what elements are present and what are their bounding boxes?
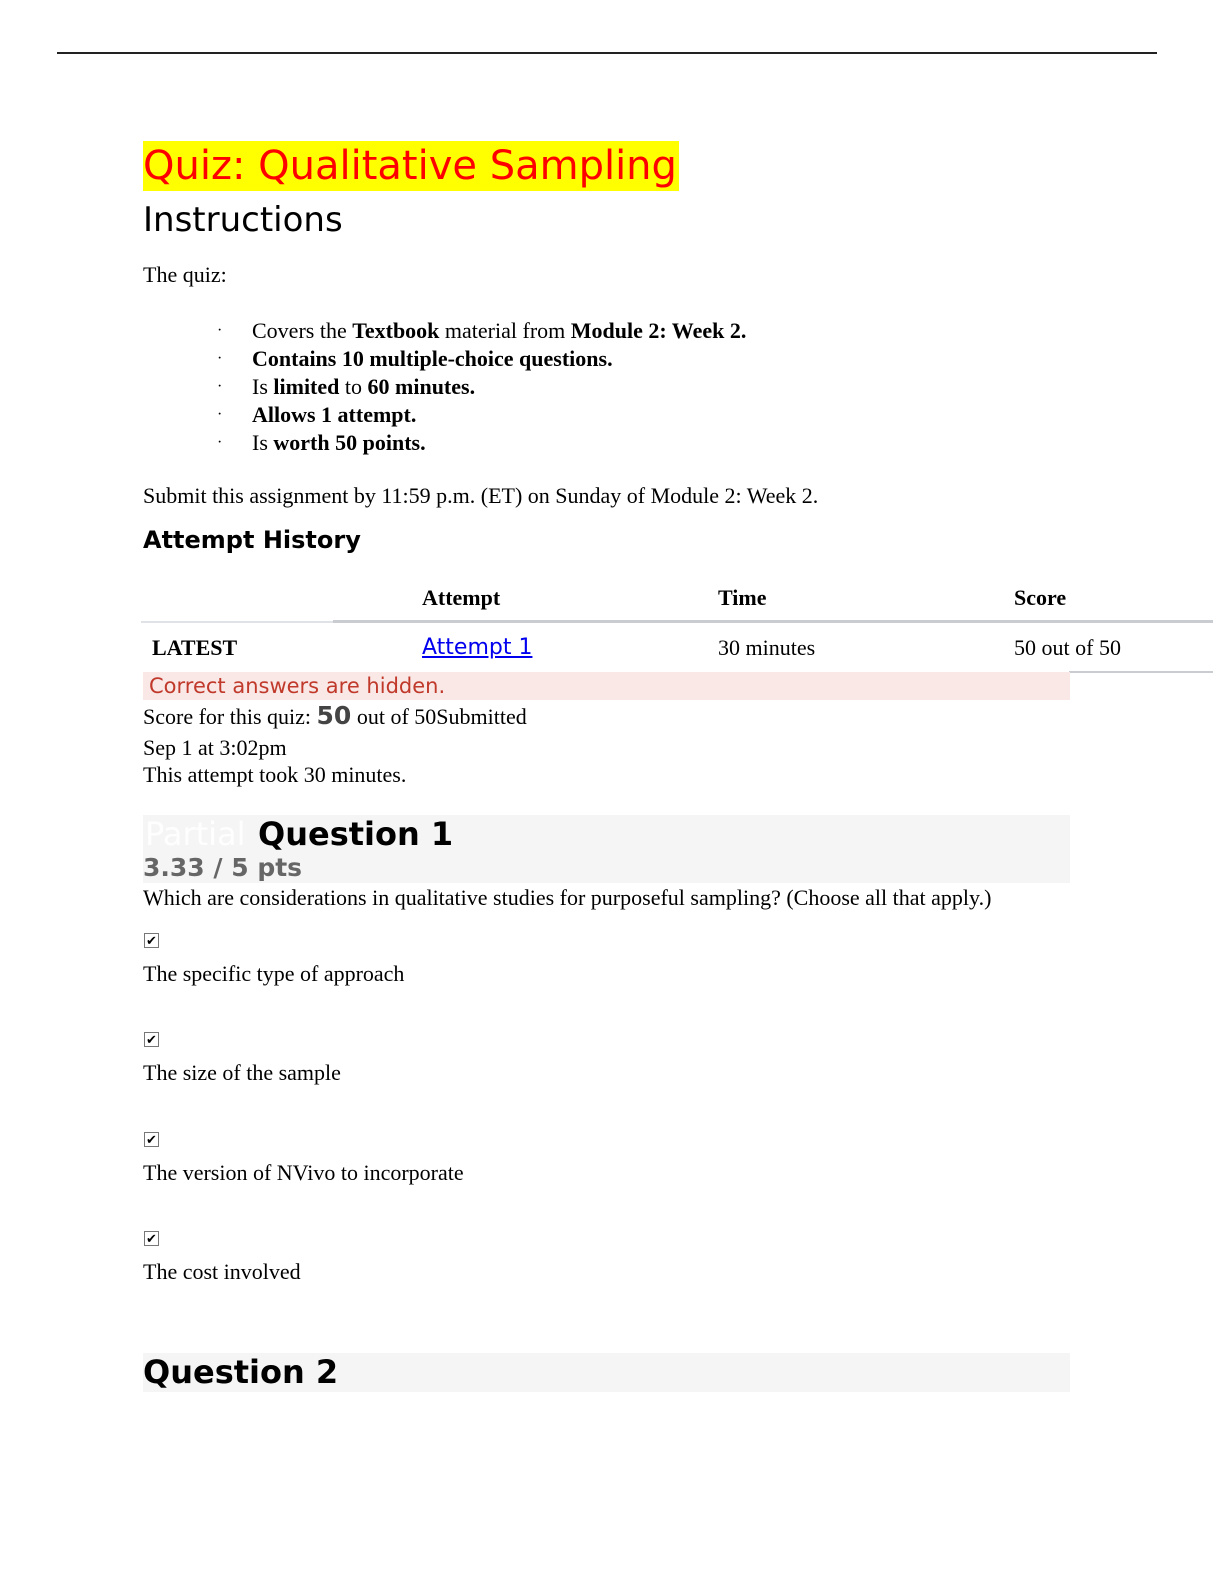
quiz-score-summary: Score for this quiz: 50 out of 50Submitted [143, 701, 527, 730]
answer-label: The size of the sample [143, 1060, 341, 1085]
bullet-icon: · [217, 406, 223, 423]
table-header-rule [141, 621, 333, 623]
attempt-time: 30 minutes [718, 635, 816, 660]
checkmark-icon: ✔ [146, 1132, 157, 1147]
answer-checkbox[interactable] [144, 1132, 159, 1147]
table-header-rule [333, 620, 1213, 623]
list-item: · Is worth 50 points. [217, 430, 426, 455]
bullet-icon: · [217, 350, 223, 367]
page-title: Quiz: Qualitative Sampling [143, 143, 677, 189]
submission-deadline: Submit this assignment by 11:59 p.m. (ET) on Sunday of Module 2: Week 2. [143, 483, 819, 508]
quiz-details-list [143, 317, 746, 457]
instructions-heading: Instructions [143, 200, 343, 240]
question-2-title: Question 2 [143, 1353, 339, 1391]
page-top-rule [57, 52, 1157, 54]
answer-label: The specific type of approach [143, 961, 405, 986]
score-value: 50 [316, 701, 352, 730]
answer-checkbox[interactable] [144, 1231, 159, 1246]
quiz-intro: The quiz: [143, 262, 227, 287]
attempt-score: 50 out of 50 [1014, 635, 1121, 660]
attempt-history-heading: Attempt History [143, 526, 361, 554]
checkmark-icon: ✔ [146, 1231, 157, 1246]
answer-label: The cost involved [143, 1259, 301, 1284]
answer-checkbox[interactable] [144, 1032, 159, 1047]
column-header-time: Time [718, 585, 767, 610]
question-1-points: 3.33 / 5 pts [143, 853, 303, 882]
answers-hidden-notice: Correct answers are hidden. [143, 672, 1070, 700]
answer-checkbox[interactable] [144, 933, 159, 948]
question-1-text: Which are considerations in qualitative studies for purposeful sampling? (Choose all that apply.) [143, 885, 992, 910]
bullet-icon: · [217, 322, 223, 339]
list-item: · Contains 10 multiple-choice questions. [217, 346, 613, 371]
question-2-header [143, 1353, 1070, 1392]
submitted-date: Sep 1 at 3:02pm [143, 735, 287, 760]
list-item: · Covers the Textbook material from Module 2: Week 2. [217, 318, 747, 343]
latest-label: LATEST [152, 635, 238, 660]
list-item: · Is limited to 60 minutes. [217, 374, 476, 399]
column-header-score: Score [1014, 585, 1067, 610]
checkmark-icon: ✔ [146, 933, 157, 948]
list-item: · Allows 1 attempt. [217, 402, 417, 427]
bullet-icon: · [217, 378, 223, 395]
checkmark-icon: ✔ [146, 1032, 157, 1047]
attempt-1-link[interactable]: Attempt 1 [422, 635, 533, 660]
table-row-rule [1069, 671, 1213, 673]
bullet-icon: · [217, 434, 223, 451]
column-header-attempt: Attempt [422, 585, 501, 610]
answer-label: The version of NVivo to incorporate [143, 1160, 464, 1185]
question-1-title: Question 1 [258, 815, 454, 853]
question-1-header [143, 815, 1070, 883]
partial-credit-label: Partial [145, 815, 246, 853]
attempt-duration: This attempt took 30 minutes. [143, 762, 407, 787]
